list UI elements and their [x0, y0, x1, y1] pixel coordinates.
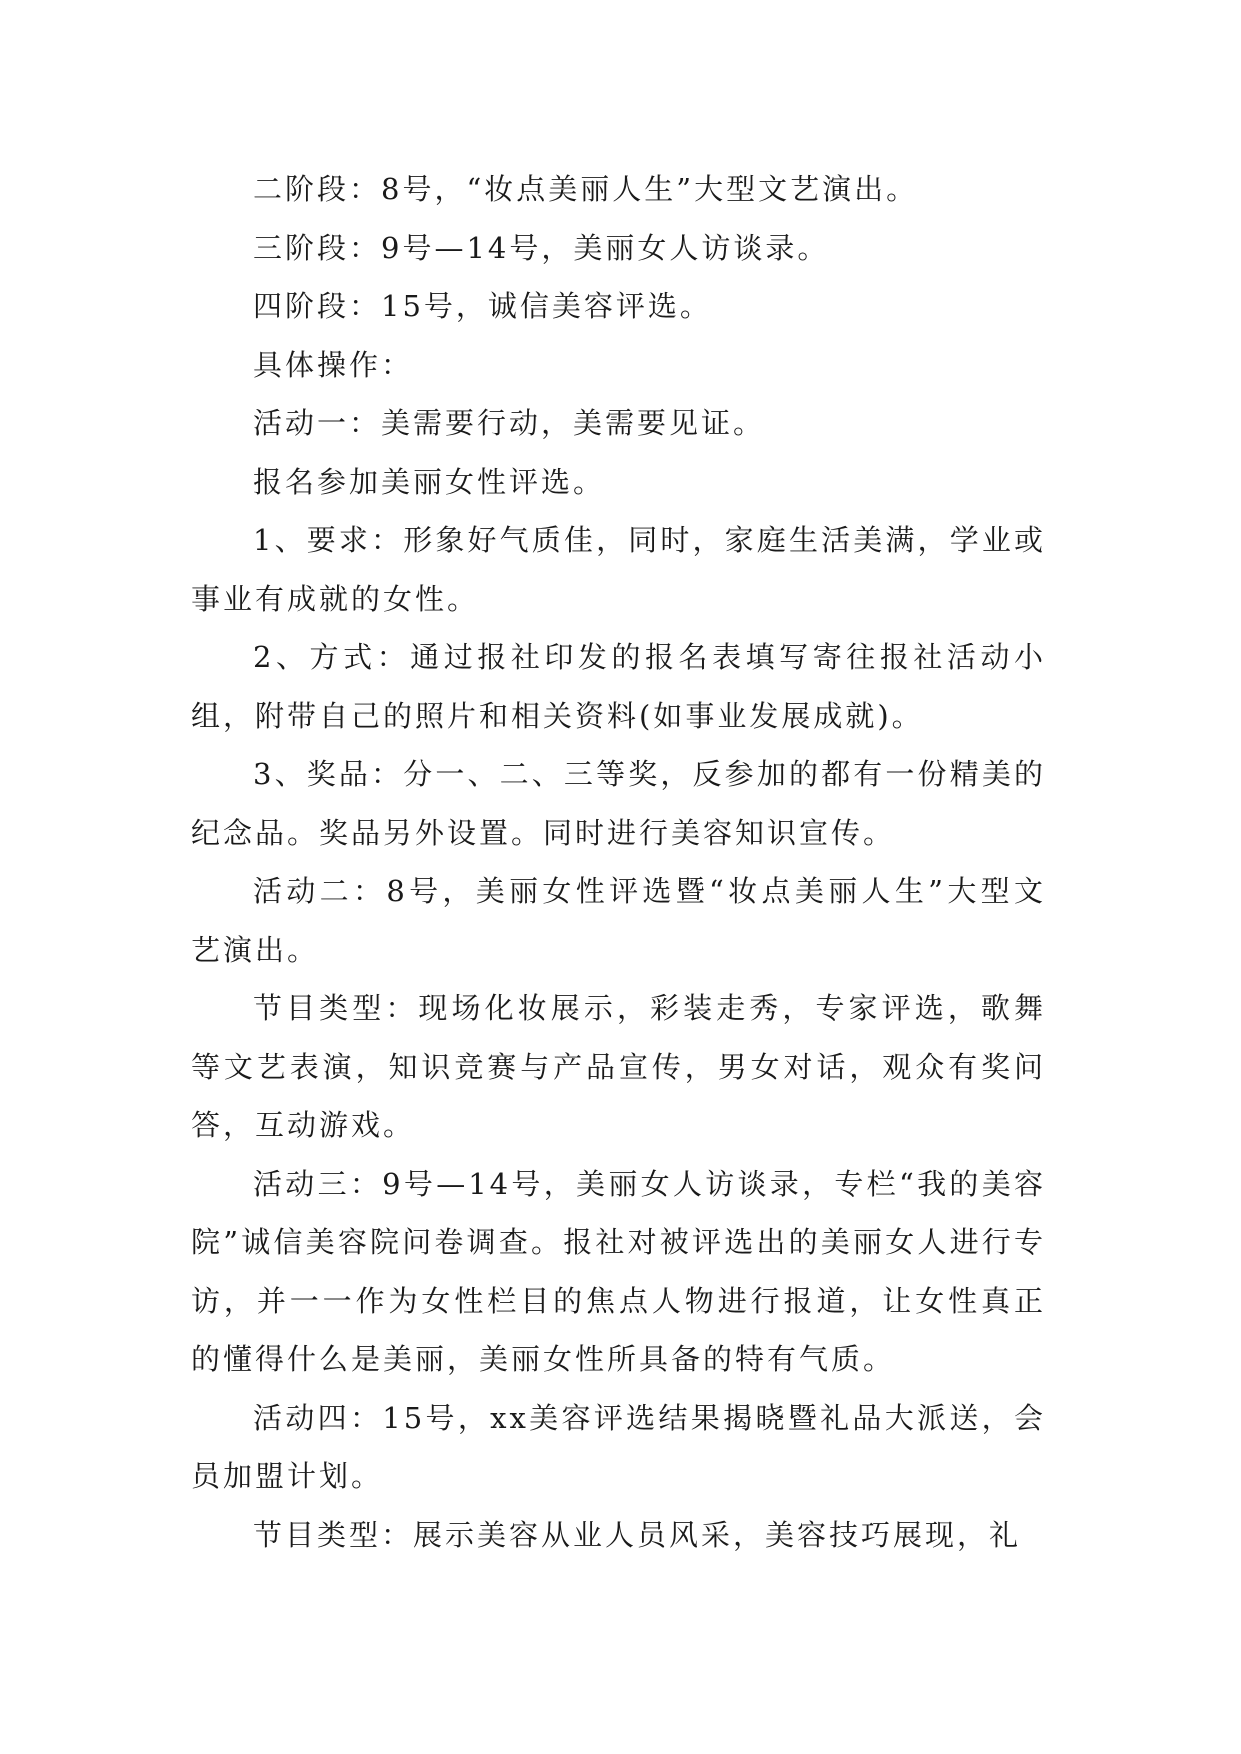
paragraph-program-types-continued: 节目类型：展示美容从业人员风采，美容技巧展现，礼 [253, 1517, 1022, 1552]
paragraph-stage-two: 二阶段：8号，“妆点美丽人生”大型文艺演出。 [253, 172, 919, 206]
paragraph-prizes: 3、奖品：分一、二、三等奖，反参加的都有一份精美的纪念品。奖品另外设置。同时进行美容知识宣传。 [191, 757, 1046, 850]
paragraph-stage-four: 四阶段：15号，诚信美容评选。 [253, 289, 712, 323]
paragraph-activity-three: 活动三：9号—14号，美丽女人访谈录，专栏“我的美容院”诚信美容院问卷调查。报社对被评选出的美丽女人进行专访，并一一作为女性栏目的焦点人物进行报道，让女性真正的懂得什么是美丽，美丽女性所具备的特有气质。 [191, 1166, 1046, 1376]
paragraph-registration: 报名参加美丽女性评选。 [253, 464, 606, 499]
paragraph-stage-three: 三阶段：9号—14号，美丽女人访谈录。 [253, 230, 830, 265]
paragraph-requirements: 1、要求：形象好气质佳，同时，家庭生活美满，学业或事业有成就的女性。 [191, 523, 1046, 616]
paragraph-method: 2、方式：通过报社印发的报名表填写寄往报社活动小组，附带自己的照片和相关资料(如事业发展成就)。 [191, 640, 1046, 733]
paragraph-activity-one: 活动一：美需要行动，美需要见证。 [253, 406, 766, 440]
document-body [191, 160, 1046, 1564]
paragraph-activity-two: 活动二：8号，美丽女性评选暨“妆点美丽人生”大型文艺演出。 [191, 874, 1046, 967]
paragraph-operations-heading: 具体操作： [253, 347, 414, 382]
paragraph-activity-four: 活动四：15号，xx美容评选结果揭晓暨礼品大派送，会员加盟计划。 [191, 1400, 1046, 1493]
paragraph-program-types: 节目类型：现场化妆展示，彩装走秀，专家评选，歌舞等文艺表演，知识竞赛与产品宣传，男女对话，观众有奖问答，互动游戏。 [191, 991, 1046, 1142]
